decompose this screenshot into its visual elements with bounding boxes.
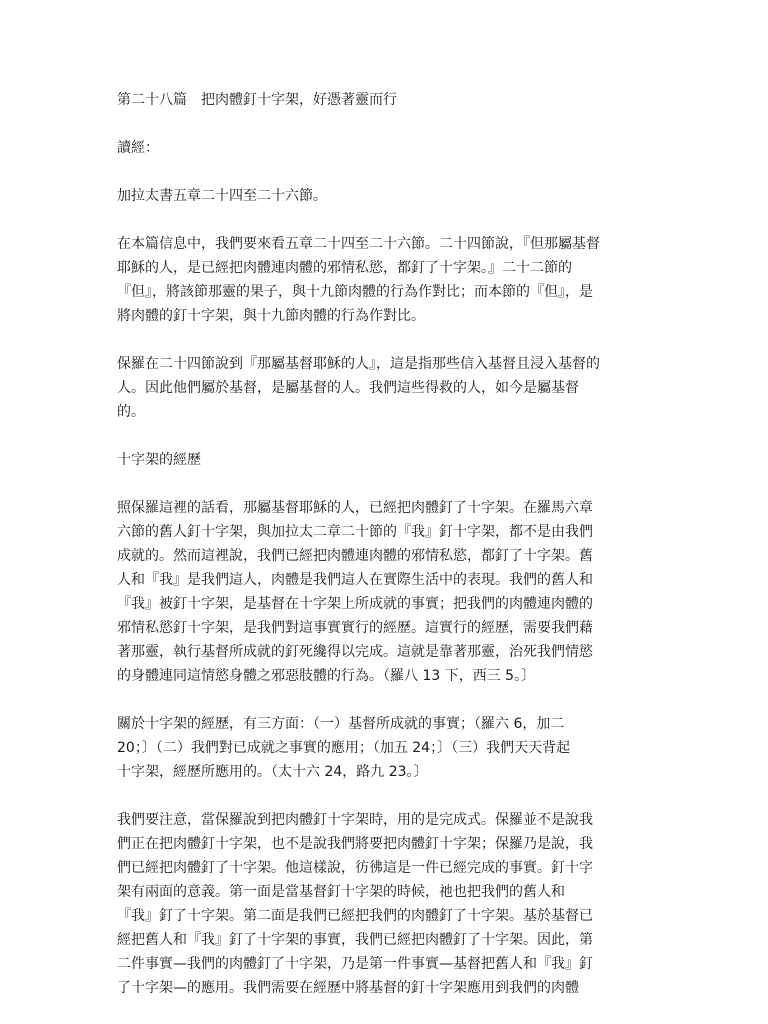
paragraph-5 [117, 808, 657, 1000]
paragraph-4 [117, 712, 657, 784]
paragraph-2 [117, 352, 657, 424]
spacer [117, 424, 657, 448]
text-line: 人。因此他們屬於基督，是屬基督的人。我們這些得救的人，如今是屬基督 [117, 380, 579, 396]
reading-reference: 加拉太書五章二十四至二十六節。 [117, 188, 327, 204]
text-line: 耶穌的人，是已經把肉體連肉體的邪情私慾，都釘了十字架。』二十二節的 [117, 260, 572, 276]
document-page [117, 88, 657, 1000]
text-line: 架有兩面的意義。第一面是當基督釘十字架的時候，祂也把我們的舊人和 [117, 884, 565, 900]
text-line: 們正在把肉體釘十字架，也不是說我們將要把肉體釘十字架；保羅乃是說，我 [117, 836, 593, 852]
spacer [117, 472, 657, 496]
spacer [117, 208, 657, 232]
text-line: 『我』被釘十字架，是基督在十字架上所成就的事實；把我們的肉體連肉體的 [117, 596, 593, 612]
section-heading-text: 十字架的經歷 [117, 452, 201, 468]
text-line: 著那靈，執行基督所成就的釘死纔得以完成。這就是靠著那靈，治死我們情慾 [117, 644, 593, 660]
text-line: 邪情私慾釘十字架，是我們對這事實實行的經歷。這實行的經歷，需要我們藉 [117, 620, 593, 636]
spacer [117, 328, 657, 352]
section-heading [117, 448, 657, 472]
text-line: 經把舊人和『我』釘了十字架的事實，我們已經把肉體釘了十字架。因此，第 [117, 932, 593, 948]
text-line: 成就的。然而這裡說，我們已經把肉體連肉體的邪情私慾，都釘了十字架。舊 [117, 548, 593, 564]
text-line: 在本篇信息中，我們要來看五章二十四至二十六節。二十四節說，『但那屬基督 [117, 236, 600, 252]
text-line: 了十字架—的應用。我們需要在經歷中將基督的釘十字架應用到我們的肉體 [117, 980, 579, 996]
text-line: 六節的舊人釘十字架，與加拉太二章二十節的『我』釘十字架，都不是由我們 [117, 524, 593, 540]
text-line: 的。 [117, 404, 145, 420]
spacer [117, 784, 657, 808]
spacer [117, 688, 657, 712]
paragraph-1 [117, 232, 657, 328]
paragraph-3 [117, 496, 657, 688]
spacer [117, 160, 657, 184]
text-line: 『我』釘了十字架。第二面是我們已經把我們的肉體釘了十字架。基於基督已 [117, 908, 593, 924]
text-line: 人和『我』是我們這人，肉體是我們這人在實際生活中的表現。我們的舊人和 [117, 572, 593, 588]
text-line: 十字架，經歷所應用的。（太十六 24，路九 23。〕 [117, 764, 428, 780]
spacer [117, 112, 657, 136]
reading-label: 讀經： [117, 140, 159, 156]
text-line: 們已經把肉體釘了十字架。他這樣說，彷彿這是一件已經完成的事實。釘十字 [117, 860, 593, 876]
text-line: 二件事實—我們的肉體釘了十字架，乃是第一件事實—基督把舊人和『我』釘 [117, 956, 593, 972]
text-line: 的身體連同這情慾身體之邪惡肢體的行為。（羅八 13 下，西三 5。〕 [117, 668, 536, 684]
text-line: 關於十字架的經歷，有三方面：（一）基督所成就的事實；（羅六 6，加二 [117, 716, 565, 732]
text-line: 保羅在二十四節說到『那屬基督耶穌的人』，這是指那些信入基督且浸入基督的 [117, 356, 600, 372]
text-line: 20；〕（二）我們對已成就之事實的應用；（加五 24；〕（三）我們天天背起 [117, 740, 571, 756]
text-line: 將肉體的釘十字架，與十九節肉體的行為作對比。 [117, 308, 425, 324]
text-line: 我們要注意，當保羅說到把肉體釘十字架時，用的是完成式。保羅並不是說我 [117, 812, 593, 828]
text-line: 『但』，將該節那靈的果子，與十九節肉體的行為作對比；而本節的『但』，是 [117, 284, 593, 300]
text-line: 照保羅這裡的話看，那屬基督耶穌的人，已經把肉體釘了十字架。在羅馬六章 [117, 500, 593, 516]
document-title: 第二十八篇 把肉體釘十字架，好憑著靈而行 [117, 92, 397, 108]
